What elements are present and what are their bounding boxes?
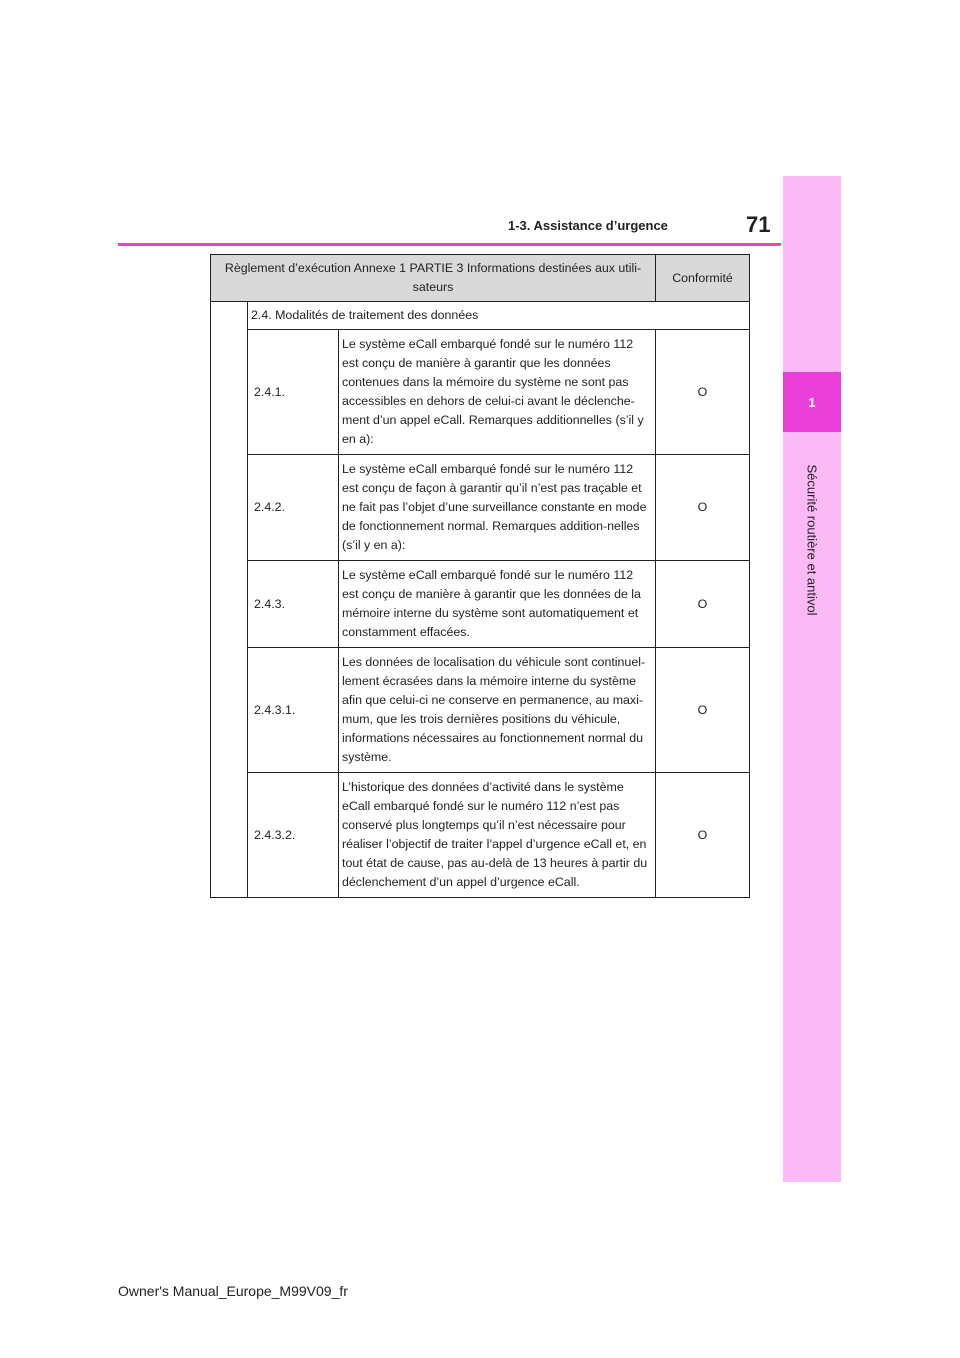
table-row [211, 773, 750, 898]
footer-manual-id: Owner's Manual_Europe_M99V09_fr [118, 1283, 348, 1299]
row-number: 2.4.1. [248, 330, 339, 455]
section-title: 1-3. Assistance d’urgence [508, 218, 668, 233]
table-row [211, 561, 750, 648]
table-row [211, 330, 750, 455]
row-text: Le système eCall embarqué fondé sur le numéro 112 est conçu de façon à garantir qu’il n’est pas traçable et ne fait pas l’objet d’une surveillance constante en mode de fonctionnement normal. Remarques addition-nelles (s’il y en a): [339, 455, 656, 561]
row-number: 2.4.2. [248, 455, 339, 561]
row-text: Les données de localisation du véhicule sont continuel-lement écrasées dans la mémoire interne du système afin que celui-ci ne conserve en permanence, au maxi-mum, que les trois dernières positions du véhicule, informations nécessaires au fonctionnement normal du système. [339, 648, 656, 773]
row-text: L’historique des données d’activité dans le système eCall embarqué fondé sur le numéro 112 n’est pas conservé plus longtemps qu’il n’est nécessaire pour réaliser l’objectif de traiter l’appel d’urgence eCall et, en tout état de cause, pas au-delà de 13 heures à partir du déclenchement d’un appel d’urgence eCall. [339, 773, 656, 898]
row-text: Le système eCall embarqué fondé sur le numéro 112 est conçu de manière à garantir que les données contenues dans la mémoire du système ne sont pas accessibles en dehors de celui-ci avant le déclenche-ment d’un appel eCall. Remarques additionnelles (s’il y en a): [339, 330, 656, 455]
table-header-row [211, 255, 750, 302]
table-row [211, 455, 750, 561]
row-conformity: O [656, 561, 750, 648]
row-conformity: O [656, 455, 750, 561]
row-number: 2.4.3. [248, 561, 339, 648]
row-text: Le système eCall embarqué fondé sur le numéro 112 est conçu de manière à garantir que les données de la mémoire interne du système sont automatiquement et constamment effacées. [339, 561, 656, 648]
chapter-number-badge [783, 372, 841, 432]
table-header-regulation: Règlement d’exécution Annexe 1 PARTIE 3 Informations destinées aux utili-sateurs [211, 255, 656, 302]
header-divider [118, 243, 781, 246]
row-number: 2.4.3.1. [248, 648, 339, 773]
table-header-conformity: Conformité [656, 255, 750, 302]
row-conformity: O [656, 330, 750, 455]
regulation-table [210, 254, 750, 898]
row-conformity: O [656, 648, 750, 773]
page-number: 71 [746, 212, 771, 237]
row-number: 2.4.3.2. [248, 773, 339, 898]
chapter-number: 1 [808, 394, 816, 410]
table-row [211, 648, 750, 773]
chapter-side-tab [783, 176, 841, 1182]
table-group-row [211, 302, 750, 330]
table-group-title: 2.4. Modalités de traitement des données [248, 302, 750, 330]
chapter-title: Sécurité routière et antivol [804, 464, 820, 616]
table-indent-cell [211, 302, 248, 898]
row-conformity: O [656, 773, 750, 898]
